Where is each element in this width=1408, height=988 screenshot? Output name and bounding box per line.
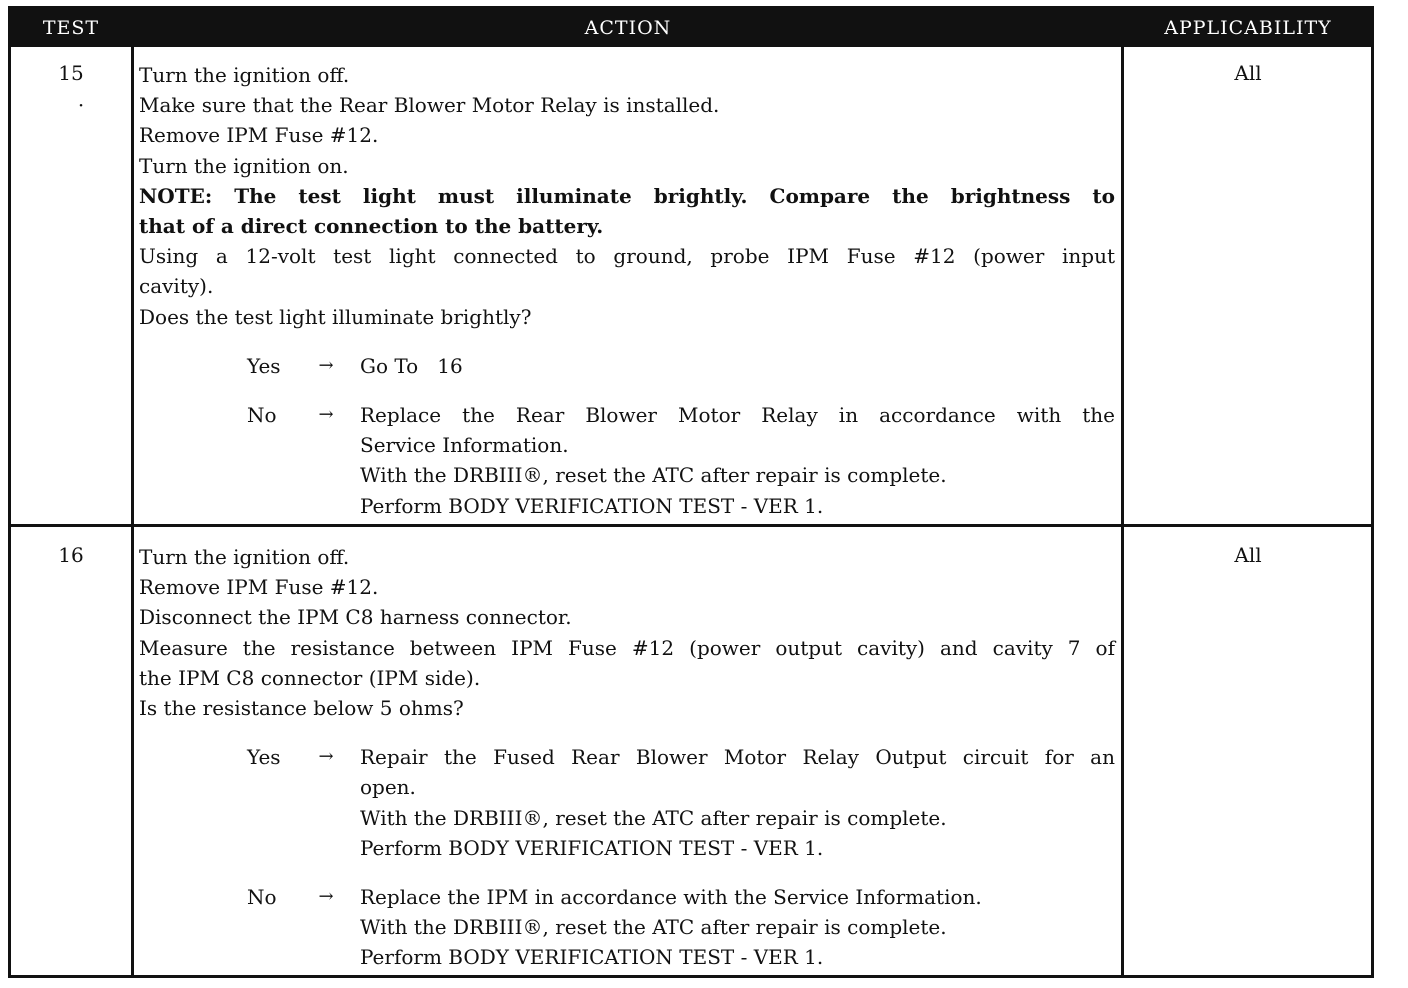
step-line: Turn the ignition on. <box>139 153 349 178</box>
applicability-15: All <box>1234 61 1262 85</box>
step-line: Turn the ignition off. <box>139 545 350 569</box>
answer-body <box>360 400 1115 521</box>
right-arrow-icon: → <box>318 404 334 426</box>
note-line: that of a direct connection to the battery. <box>139 214 604 239</box>
right-arrow-icon: → <box>318 354 334 376</box>
answer-line: open. <box>360 775 416 800</box>
answer-line: Replace the IPM in accordance with the Service Information. <box>360 885 982 910</box>
answer-yes <box>139 742 1115 863</box>
step-line: Make sure that the Rear Blower Motor Relay is installed. <box>139 93 720 118</box>
answer-line: Repair the Fused Rear Blower Motor Relay Output circuit for an <box>360 745 1115 770</box>
test-number-15: 15 <box>58 61 84 85</box>
test-marker: · <box>77 93 85 117</box>
yes-label: Yes <box>247 745 281 770</box>
answer-body <box>360 742 1115 863</box>
answer-line: With the DRBIII®, reset the ATC after repair is complete. <box>360 805 947 830</box>
row-divider <box>11 524 1371 527</box>
probe-line: Using a 12-volt test light connected to ground, probe IPM Fuse #12 (power input <box>139 244 1115 269</box>
answer-no <box>139 400 1115 521</box>
applicability-16: All <box>1234 543 1262 567</box>
answer-line: Perform BODY VERIFICATION TEST - VER 1. <box>360 493 824 518</box>
question-line: Does the test light illuminate brightly? <box>139 304 532 329</box>
right-arrow-icon: → <box>318 746 334 768</box>
answer-line: Perform BODY VERIFICATION TEST - VER 1. <box>360 835 824 860</box>
action-cell-15 <box>139 60 1115 521</box>
test-number-16: 16 <box>58 543 84 567</box>
diagnostic-table <box>8 6 1374 978</box>
answer-body <box>360 882 1115 973</box>
answer-line: With the DRBIII®, reset the ATC after repair is complete. <box>360 915 947 940</box>
answer-body <box>360 351 1115 381</box>
answer-line: Perform BODY VERIFICATION TEST - VER 1. <box>360 945 824 970</box>
question-line: Is the resistance below 5 ohms? <box>139 696 464 721</box>
no-label: No <box>247 885 277 910</box>
measure-line: Measure the resistance between IPM Fuse #12 (power output cavity) and cavity 7 of <box>139 635 1115 660</box>
note-line: NOTE: The test light must illuminate brightly. Compare the brightness to <box>139 183 1115 208</box>
answer-line: With the DRBIII®, reset the ATC after repair is complete. <box>360 463 947 488</box>
answer-line: Service Information. <box>360 433 569 458</box>
header-test: TEST <box>42 17 100 39</box>
table-header <box>11 9 1371 47</box>
column-divider-test <box>131 47 134 975</box>
no-label: No <box>247 403 277 428</box>
step-line: Turn the ignition off. <box>139 63 350 87</box>
goto-line: Go To 16 <box>360 353 463 378</box>
yes-label: Yes <box>247 353 281 378</box>
probe-line: cavity). <box>139 274 214 299</box>
header-applicability: APPLICABILITY <box>1164 17 1332 39</box>
step-line: Disconnect the IPM C8 harness connector. <box>139 605 572 630</box>
answer-no <box>139 882 1115 973</box>
action-cell-16 <box>139 542 1115 973</box>
header-action: ACTION <box>584 17 672 39</box>
column-divider-applicability <box>1121 47 1124 975</box>
step-line: Remove IPM Fuse #12. <box>139 575 379 600</box>
answer-yes <box>139 351 1115 381</box>
step-line: Remove IPM Fuse #12. <box>139 123 379 148</box>
right-arrow-icon: → <box>318 886 334 908</box>
measure-line: the IPM C8 connector (IPM side). <box>139 665 481 690</box>
answer-line: Replace the Rear Blower Motor Relay in accordance with the <box>360 403 1115 428</box>
